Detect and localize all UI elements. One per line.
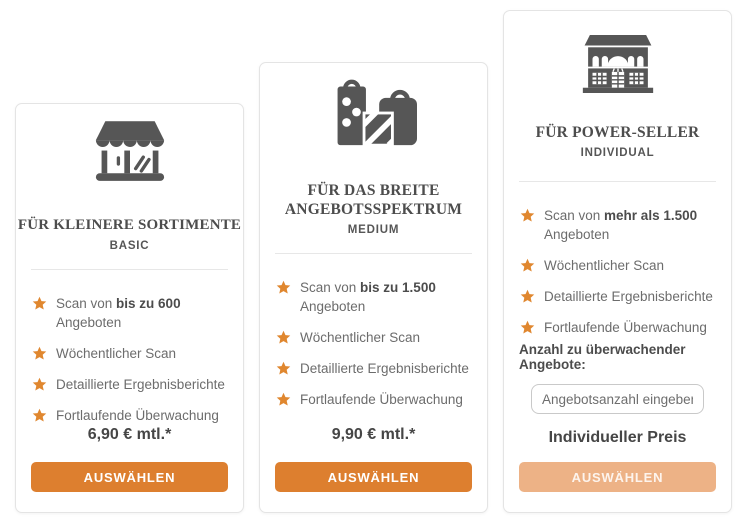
divider <box>519 181 716 182</box>
card-title: FÜR DAS BREITE ANGEBOTSSPEKTRUM <box>284 182 463 218</box>
feature-text: Detaillierte Ergebnisberichte <box>544 289 713 304</box>
feature-item <box>31 344 228 363</box>
star-icon <box>32 346 47 361</box>
pricing-card-basic <box>15 103 244 513</box>
divider <box>31 269 228 270</box>
price-text: 9,90 € mtl.* <box>331 426 416 443</box>
feature-item <box>519 287 716 306</box>
feature-text: Fortlaufende Überwachung <box>56 408 219 423</box>
star-icon <box>520 320 535 335</box>
feature-item <box>275 278 472 316</box>
card-title: FÜR KLEINERE SORTIMENTE <box>17 217 242 233</box>
star-icon <box>32 377 47 392</box>
select-button[interactable]: AUSWÄHLEN <box>275 462 472 492</box>
select-button[interactable]: AUSWÄHLEN <box>31 462 228 492</box>
feature-text: Fortlaufende Überwachung <box>300 392 463 407</box>
feature-list <box>275 278 472 409</box>
feature-text: Scan von bis zu 600 Angeboten <box>56 296 181 330</box>
card-tier-badge: INDIVIDUAL <box>580 147 655 159</box>
pricing-card-medium <box>259 62 488 513</box>
feature-text: Wöchentlicher Scan <box>544 258 665 273</box>
offer-count-label: Anzahl zu überwachender Angebote: <box>519 342 686 372</box>
card-tier-badge: BASIC <box>109 240 150 252</box>
feature-item <box>31 294 228 332</box>
feature-item <box>519 318 716 337</box>
card-title: FÜR POWER-SELLER <box>535 124 700 141</box>
feature-item <box>31 406 228 425</box>
feature-item <box>519 256 716 275</box>
offer-count-input[interactable] <box>531 384 704 414</box>
feature-text: Scan von bis zu 1.500 Angeboten <box>300 280 436 314</box>
star-icon <box>520 208 535 223</box>
star-icon <box>32 408 47 423</box>
star-icon <box>276 330 291 345</box>
divider <box>275 253 472 254</box>
department-store-icon <box>581 35 655 93</box>
feature-list <box>31 294 228 425</box>
feature-text: Wöchentlicher Scan <box>300 330 421 345</box>
storefront-icon <box>94 120 166 182</box>
card-tier-badge: MEDIUM <box>347 224 400 236</box>
star-icon <box>276 280 291 295</box>
price-text: Individueller Preis <box>548 429 687 446</box>
price-text: 6,90 € mtl.* <box>87 426 172 443</box>
feature-text: Detaillierte Ergebnisberichte <box>300 361 469 376</box>
feature-list <box>519 206 716 337</box>
feature-text: Detaillierte Ergebnisberichte <box>56 377 225 392</box>
feature-item <box>275 328 472 347</box>
feature-item <box>31 375 228 394</box>
star-icon <box>520 289 535 304</box>
luggage-icon <box>330 75 417 151</box>
feature-item <box>275 390 472 409</box>
select-button[interactable]: AUSWÄHLEN <box>519 462 716 492</box>
feature-text: Scan von mehr als 1.500 Angeboten <box>544 208 698 242</box>
feature-text: Fortlaufende Überwachung <box>544 320 707 335</box>
star-icon <box>32 296 47 311</box>
star-icon <box>520 258 535 273</box>
star-icon <box>276 361 291 376</box>
pricing-card-individual <box>503 10 732 513</box>
feature-item <box>519 206 716 244</box>
feature-item <box>275 359 472 378</box>
feature-text: Wöchentlicher Scan <box>56 346 177 361</box>
star-icon <box>276 392 291 407</box>
